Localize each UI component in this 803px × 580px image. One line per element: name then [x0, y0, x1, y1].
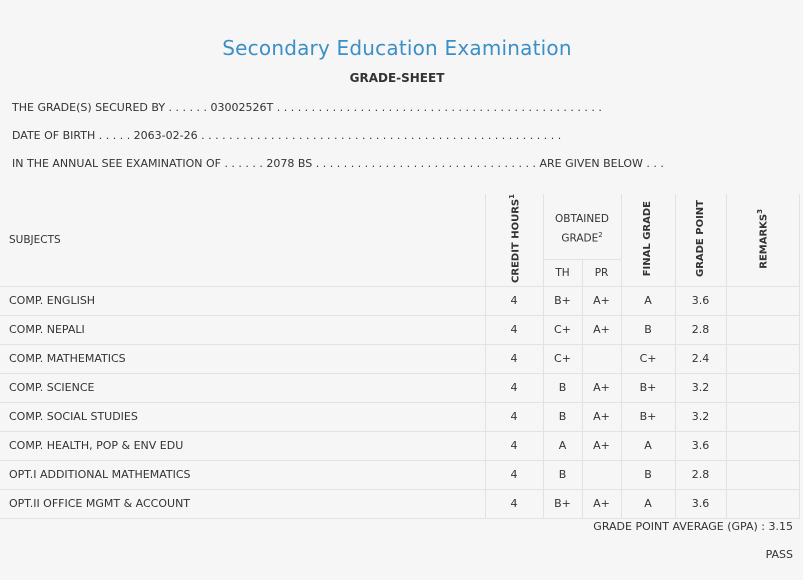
final-grade-cell: A [621, 431, 675, 460]
final-grade-cell: C+ [621, 344, 675, 373]
grade-point-cell: 2.8 [675, 460, 726, 489]
header-pr: PR [582, 259, 621, 286]
table-row [0, 286, 799, 315]
exam-line: IN THE ANNUAL SEE EXAMINATION OF . . . . . . 2078 BS . . . . . . . . . . . . . . . . . . . . . . . . . . . . . . . . ARE GIVEN BELOW . . . [12, 157, 664, 170]
credit-cell: 4 [485, 489, 543, 518]
th-grade-cell: C+ [543, 344, 582, 373]
header-th: TH [543, 259, 582, 286]
credit-cell: 4 [485, 315, 543, 344]
grade-point-cell: 3.2 [675, 373, 726, 402]
remarks-cell [726, 460, 799, 489]
result-status: PASS [765, 548, 793, 561]
final-grade-cell: B+ [621, 373, 675, 402]
secured-by-line: THE GRADE(S) SECURED BY . . . . . . 03002526T . . . . . . . . . . . . . . . . . . . . . . . . . . . . . . . . . . . . . . . . . . . . . . . [12, 101, 602, 114]
th-grade-cell: B [543, 460, 582, 489]
grade-point-cell: 3.6 [675, 286, 726, 315]
credit-cell: 4 [485, 431, 543, 460]
pr-grade-cell [582, 344, 621, 373]
header-final-grade: FINAL GRADE [621, 194, 675, 286]
th-grade-cell: B [543, 373, 582, 402]
remarks-cell [726, 315, 799, 344]
th-grade-cell: A [543, 431, 582, 460]
gpa-summary: GRADE POINT AVERAGE (GPA) : 3.15 [593, 520, 793, 533]
final-grade-cell: B [621, 460, 675, 489]
pr-grade-cell: A+ [582, 315, 621, 344]
th-grade-cell: C+ [543, 315, 582, 344]
pr-grade-cell: A+ [582, 402, 621, 431]
final-grade-cell: A [621, 286, 675, 315]
credit-cell: 4 [485, 402, 543, 431]
remarks-cell [726, 489, 799, 518]
date-of-birth-line: DATE OF BIRTH . . . . . 2063-02-26 . . . . . . . . . . . . . . . . . . . . . . . . . . . . . . . . . . . . . . . . . . . . . . . . . . . . [12, 129, 562, 142]
header-grade-point: GRADE POINT [675, 194, 726, 286]
th-grade-cell: B+ [543, 286, 582, 315]
grade-point-cell: 3.2 [675, 402, 726, 431]
page-title: Secondary Education Examination [222, 36, 572, 60]
subject-cell: OPT.I ADDITIONAL MATHEMATICS [0, 460, 485, 489]
header-subjects: SUBJECTS [0, 194, 485, 286]
table-row [0, 315, 799, 344]
pr-grade-cell: A+ [582, 431, 621, 460]
grades-table [0, 194, 800, 519]
remarks-cell [726, 402, 799, 431]
table-row [0, 402, 799, 431]
grade-point-cell: 3.6 [675, 489, 726, 518]
final-grade-cell: A [621, 489, 675, 518]
remarks-cell [726, 286, 799, 315]
header-obtained-grade: OBTAINED GRADE$^2$ [543, 194, 621, 259]
grade-point-cell: 2.4 [675, 344, 726, 373]
remarks-cell [726, 373, 799, 402]
subject-cell: COMP. SOCIAL STUDIES [0, 402, 485, 431]
table-row [0, 489, 799, 518]
final-grade-cell: B [621, 315, 675, 344]
table-row [0, 431, 799, 460]
pr-grade-cell: A+ [582, 489, 621, 518]
th-grade-cell: B+ [543, 489, 582, 518]
credit-cell: 4 [485, 373, 543, 402]
header-credit-hours: CREDIT HOURS$^1$ [485, 194, 543, 286]
pr-grade-cell [582, 460, 621, 489]
subject-cell: COMP. MATHEMATICS [0, 344, 485, 373]
credit-cell: 4 [485, 286, 543, 315]
subject-cell: COMP. HEALTH, POP & ENV EDU [0, 431, 485, 460]
subject-cell: COMP. SCIENCE [0, 373, 485, 402]
credit-cell: 4 [485, 344, 543, 373]
table-row [0, 344, 799, 373]
table-row [0, 373, 799, 402]
remarks-cell [726, 344, 799, 373]
remarks-cell [726, 431, 799, 460]
grade-point-cell: 2.8 [675, 315, 726, 344]
subject-cell: COMP. NEPALI [0, 315, 485, 344]
pr-grade-cell: A+ [582, 286, 621, 315]
subject-cell: OPT.II OFFICE MGMT & ACCOUNT [0, 489, 485, 518]
credit-cell: 4 [485, 460, 543, 489]
th-grade-cell: B [543, 402, 582, 431]
page-subtitle: GRADE-SHEET [349, 71, 445, 85]
subject-cell: COMP. ENGLISH [0, 286, 485, 315]
grade-point-cell: 3.6 [675, 431, 726, 460]
final-grade-cell: B+ [621, 402, 675, 431]
pr-grade-cell: A+ [582, 373, 621, 402]
table-row [0, 460, 799, 489]
header-remarks: REMARKS$^3$ [726, 194, 799, 286]
